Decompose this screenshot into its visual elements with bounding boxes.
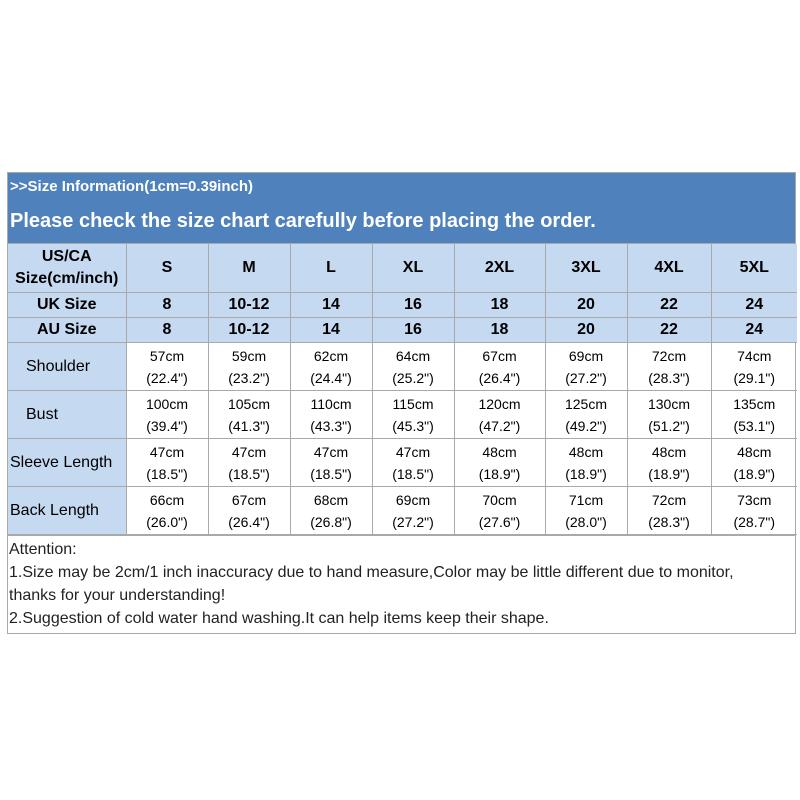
measurement-inch: (27.2") [565, 369, 607, 386]
measurement-cell [545, 391, 627, 439]
measurement-cm: 59cm [231, 347, 267, 364]
measurement-cell [208, 391, 290, 439]
measurement-cell [372, 487, 454, 535]
measurement-cm: 72cm [651, 347, 687, 364]
measurement-label: Bust [8, 391, 126, 439]
measurement-inch: (18.9") [565, 465, 607, 482]
size-cell: 20 [545, 318, 627, 343]
notes-line-1: 1.Size may be 2cm/1 inch inaccuracy due to hand measure,Color may be little different due to monitor, [9, 564, 734, 581]
size-row [8, 293, 797, 318]
measurement-inch: (26.4") [228, 513, 270, 530]
size-cell: 14 [290, 318, 372, 343]
size-cell: 16 [372, 318, 454, 343]
measurement-row [8, 391, 797, 439]
measurement-cm: 64cm [395, 347, 431, 364]
measurement-cell [454, 391, 545, 439]
measurement-inch: (26.0") [146, 513, 188, 530]
measurement-cell [126, 391, 208, 439]
measurement-row [8, 487, 797, 535]
notes-title: Attention: [9, 541, 77, 558]
size-cell: 4XL [627, 244, 711, 293]
measurement-inch: (27.2") [392, 513, 434, 530]
measurement-inch: (18.5") [392, 465, 434, 482]
measurement-cell [126, 487, 208, 535]
measurement-inch: (18.9") [733, 465, 776, 482]
measurement-inch: (49.2") [565, 417, 607, 434]
measurement-cm: 48cm [651, 443, 687, 460]
measurement-cell [711, 343, 797, 391]
measurement-cm: 125cm [564, 395, 608, 412]
measurement-row [8, 343, 797, 391]
measurement-inch: (26.4") [478, 369, 521, 386]
size-cell: L [290, 244, 372, 293]
size-cell: 5XL [711, 244, 797, 293]
measurement-cell [208, 487, 290, 535]
measurement-cell [711, 487, 797, 535]
size-row-label: AU Size [8, 318, 126, 343]
measurement-cell [545, 343, 627, 391]
measurement-cm: 62cm [313, 347, 349, 364]
measurement-cell [454, 439, 545, 487]
measurement-cm: 100cm [145, 395, 189, 412]
size-cell: 10-12 [208, 293, 290, 318]
measurement-inch: (18.5") [310, 465, 352, 482]
measurement-inch: (43.3") [310, 417, 352, 434]
measurement-cell [627, 439, 711, 487]
size-cell: 18 [454, 293, 545, 318]
size-cell: XL [372, 244, 454, 293]
measurement-inch: (18.5") [228, 465, 270, 482]
measurement-inch: (41.3") [228, 417, 270, 434]
measurement-cell [545, 487, 627, 535]
measurement-cm: 73cm [737, 491, 772, 508]
size-cell: 2XL [454, 244, 545, 293]
measurement-cm: 69cm [568, 347, 604, 364]
measurement-cm: 67cm [231, 491, 267, 508]
measurement-cm: 47cm [313, 443, 349, 460]
measurement-cm: 66cm [149, 491, 185, 508]
measurement-label: Shoulder [8, 343, 126, 391]
measurement-cell [372, 391, 454, 439]
measurement-inch: (22.4") [146, 369, 188, 386]
measurement-cm: 105cm [227, 395, 271, 412]
size-cell: 3XL [545, 244, 627, 293]
size-row-label [8, 244, 126, 293]
measurement-cell [126, 343, 208, 391]
measurement-inch: (47.2") [478, 417, 521, 434]
measurement-inch: (45.3") [392, 417, 434, 434]
size-table [8, 244, 797, 535]
measurement-cm: 47cm [149, 443, 185, 460]
size-cell: 22 [627, 293, 711, 318]
measurement-inch: (23.2") [228, 369, 270, 386]
measurement-cell [290, 439, 372, 487]
measurement-cm: 48cm [737, 443, 772, 460]
measurement-cm: 47cm [231, 443, 267, 460]
measurement-cell [545, 439, 627, 487]
measurement-cm: 130cm [647, 395, 691, 412]
measurement-inch: (18.9") [648, 465, 690, 482]
size-cell: M [208, 244, 290, 293]
measurement-cm: 120cm [478, 395, 521, 412]
measurement-inch: (26.8") [310, 513, 352, 530]
measurement-cell [711, 391, 797, 439]
size-cell: 24 [711, 293, 797, 318]
measurement-cm: 48cm [482, 443, 517, 460]
size-chart [7, 172, 796, 634]
measurement-inch: (28.3") [648, 513, 690, 530]
measurement-cell [372, 439, 454, 487]
size-cell: 18 [454, 318, 545, 343]
measurement-cell [627, 391, 711, 439]
size-table-body [8, 244, 797, 535]
size-row [8, 318, 797, 343]
measurement-inch: (25.2") [392, 369, 434, 386]
size-cell: 8 [126, 318, 208, 343]
size-cell: S [126, 244, 208, 293]
measurement-cm: 115cm [392, 395, 434, 412]
size-cell: 16 [372, 293, 454, 318]
measurement-cell [454, 487, 545, 535]
measurement-cell [208, 343, 290, 391]
size-row-label: UK Size [8, 293, 126, 318]
measurement-cm: 135cm [733, 395, 776, 412]
measurement-cm: 71cm [568, 491, 604, 508]
measurement-cm: 72cm [651, 491, 687, 508]
measurement-cell [454, 343, 545, 391]
measurement-cell [126, 439, 208, 487]
measurement-inch: (28.3") [648, 369, 690, 386]
measurement-cm: 67cm [482, 347, 517, 364]
measurement-cell [290, 391, 372, 439]
size-label-line-1: US/CA [41, 248, 92, 265]
measurement-inch: (39.4") [146, 417, 188, 434]
notes-line-2: 2.Suggestion of cold water hand washing.It can help items keep their shape. [9, 610, 549, 627]
size-cell: 10-12 [208, 318, 290, 343]
attention-notes [8, 535, 795, 633]
measurement-inch: (51.2") [648, 417, 690, 434]
size-cell: 8 [126, 293, 208, 318]
measurement-inch: (28.0") [565, 513, 607, 530]
measurement-inch: (29.1") [733, 369, 776, 386]
measurement-inch: (18.9") [478, 465, 521, 482]
measurement-cell [627, 343, 711, 391]
measurement-inch: (27.6") [478, 513, 521, 530]
measurement-inch: (28.7") [733, 513, 776, 530]
measurement-inch: (24.4") [310, 369, 352, 386]
measurement-inch: (18.5") [146, 465, 188, 482]
measurement-cm: 47cm [395, 443, 431, 460]
measurement-cm: 48cm [568, 443, 604, 460]
measurement-cm: 110cm [310, 395, 352, 412]
measurement-cm: 70cm [482, 491, 517, 508]
measurement-cell [290, 343, 372, 391]
notes-line-1-cont: thanks for your understanding! [9, 587, 226, 604]
measurement-cm: 57cm [149, 347, 185, 364]
size-label-line-2: Size(cm/inch) [15, 270, 119, 287]
measurement-cell [290, 487, 372, 535]
measurement-row [8, 439, 797, 487]
measurement-label: Sleeve Length [8, 439, 126, 487]
order-notice-header: Please check the size chart carefully before placing the order. [8, 201, 795, 244]
size-cell: 24 [711, 318, 797, 343]
size-row [8, 244, 797, 293]
measurement-cell [627, 487, 711, 535]
measurement-cell [711, 439, 797, 487]
size-cell: 22 [627, 318, 711, 343]
size-info-header: >>Size Information(1cm=0.39inch) [8, 173, 795, 201]
measurement-cell [208, 439, 290, 487]
measurement-cm: 74cm [737, 347, 772, 364]
measurement-label: Back Length [8, 487, 126, 535]
measurement-cm: 69cm [395, 491, 431, 508]
measurement-inch: (53.1") [733, 417, 776, 434]
size-cell: 14 [290, 293, 372, 318]
size-cell: 20 [545, 293, 627, 318]
measurement-cm: 68cm [313, 491, 349, 508]
measurement-cell [372, 343, 454, 391]
